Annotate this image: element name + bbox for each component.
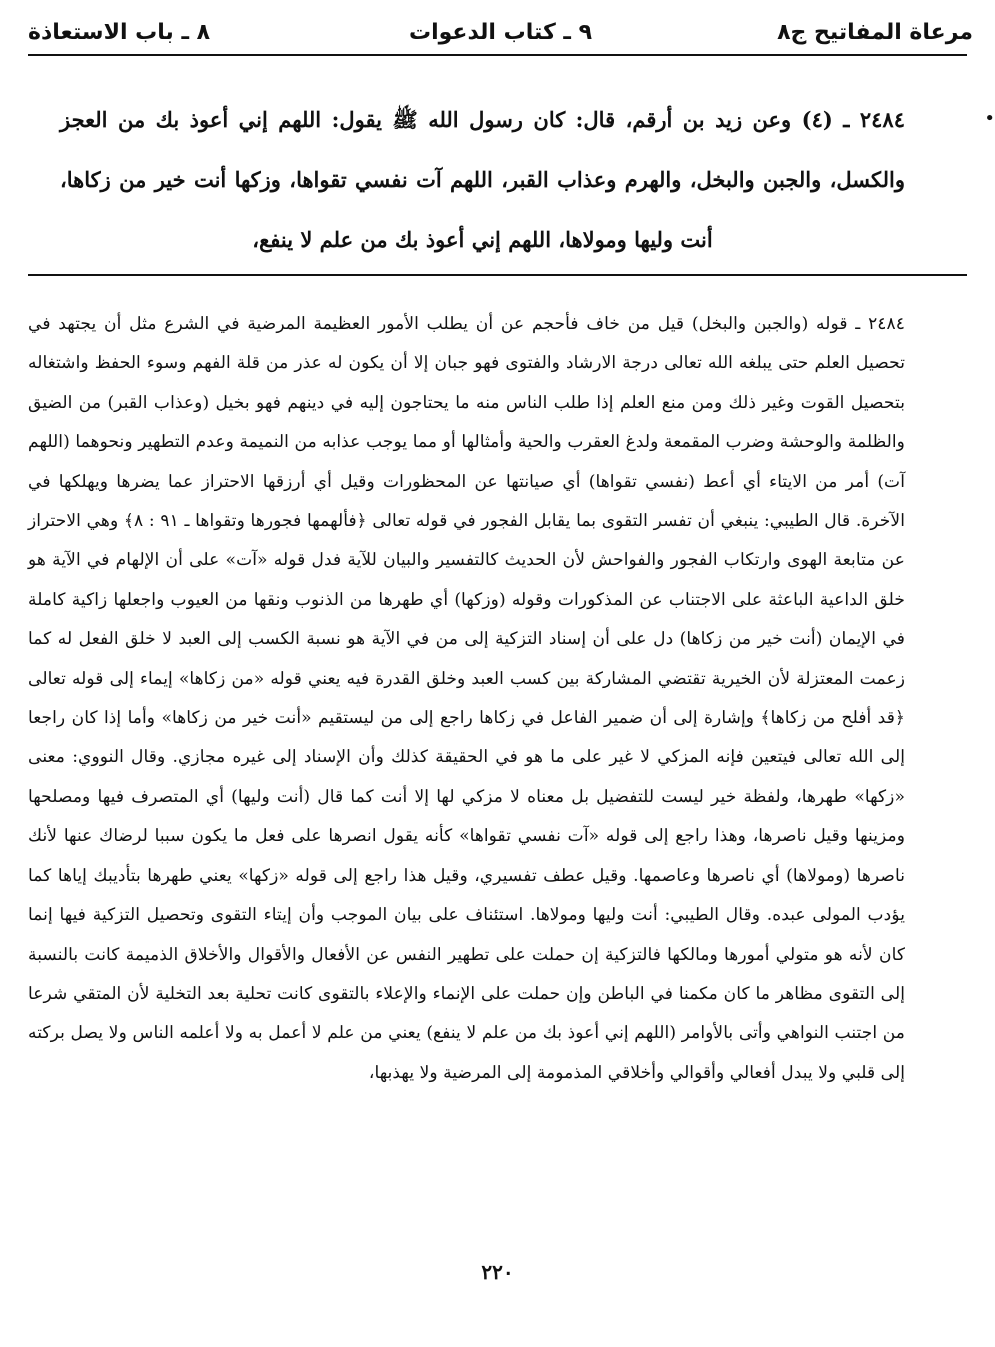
page-number: ٢٢٠: [481, 1260, 514, 1284]
commentary-text: [28, 305, 905, 1093]
section-divider: [28, 274, 967, 276]
commentary-paragraph: ٢٤٨٤ ـ قوله (والجبن والبخل) قيل من خاف فأحجم عن أن يطلب الأمور العظيمة المرضية في الشرع مثل أن يجتهد في تحصيل العلم حتى يبلغه الله تعالى درجة الارشاد والفتوى فهو جبان إلا أن يكون له عذر من قلة الفهم وسوء الحفظ واشتغاله بتحصيل القوت وغير ذلك ومن منع العلم إذا طلب الناس منه ما يحتاجون إليه في دينهم فهو بخيل (وعذاب القبر) من الضيق والظلمة والوحشة وضرب المقمعة ولدغ العقرب والحية وأمثالها أو مما يوجب عذابه من النميمة وعدم التطهير ونحوهما (اللهم آت) أمر من الايتاء أي أعط (نفسي تقواها) أي صيانتها عن المحظورات وقيل أي أرزقها الاحتراز عما يضرها ويهلكها في الآخرة. قال الطيبي: ينبغي أن تفسر التقوى بما يقابل الفجور في قوله تعالى ﴿فألهمها فجورها وتقواها ـ ٩١ : ٨﴾ وهي الاحتراز عن متابعة الهوى وارتكاب الفجور والفواحش لأن الحديث كالتفسير والبيان للآية فدل قوله «آت» على أن الإلهام في الآية هو خلق الداعية الباعثة على الاجتناب عن المذكورات وقوله (وزكها) أي طهرها من الذنوب ونقها من العيوب واجعلها زاكية كاملة في الإيمان (أنت خير من زكاها) دل على أن إسناد التزكية إلى من في الآية هو نسبة الكسب إلى العبد لا خلق الفعل له كما زعمت المعتزلة لأن الخيرية تقتضي المشاركة بين كسب العبد وخلق القدرة فيه يعني قوله «من زكاها» إيماء إلى قوله تعالى ﴿قد أفلح من زكاها﴾ وإشارة إلى أن ضمير الفاعل في زكاها راجع إلى من ليستقيم «أنت خير من زكاها» وأما إذا كان راجعا إلى الله تعالى فيتعين فإنه المزكي لا غير على ما هو في الحقيقة كذلك وأن الإسناد إلى غيره مجازي. وقال النووي: معنى «زكها» طهرها، ولفظة خير ليست للتفضيل بل معناه لا مزكي لها إلا أنت كما قال (أنت وليها) أي المتصرف فيها ومصلحها ومزينها وقيل ناصرها، وهذا راجع إلى قوله «آت نفسي تقواها» كأنه يقول انصرها على فعل ما يكون سببا لرضاك عنها لأنك ناصرها (ومولاها) أي ناصرها وعاصمها. وقيل عطف تفسيري، وقيل هذا راجع إلى قوله «زكها» يعني طهرها بتأديبك إياها كما يؤدب المولى عبده. وقال الطيبي: أنت وليها ومولاها. استئناف على بيان الموجب وأن إيتاء التقوى وتحصيل التزكية فيها إنما كان لأنه هو متولي أمورها ومالكها فالتزكية إن حملت على تطهير النفس عن الأفعال والأقوال والأخلاق الذميمة كانت بالنسبة إلى التقوى مظاهر ما كان مكمنا في الباطن وإن حملت على الإنماء والإعلاء بالتقوى كانت تحلية بعد التخلية لأن المتقي شرعا من اجتنب النواهي وأتى بالأوامر (اللهم إني أعوذ بك من علم لا ينفع) يعني من علم لا أعمل به ولا أعلمه الناس ولا يصل بركته إلى قلبي ولا يبدل أفعالي وأقوالي وأخلاقي المذمومة إلى المرضية ولا يهذبها،: [28, 314, 905, 1083]
running-header: [28, 14, 973, 50]
margin-mark: •: [984, 108, 995, 129]
header-section-title: ٨ ـ باب الاستعاذة: [28, 19, 211, 45]
header-chapter-title: ٩ ـ كتاب الدعوات: [408, 19, 593, 45]
header-book-title: مرعاة المفاتيح ج٨: [777, 19, 973, 45]
header-rule: [28, 54, 967, 56]
hadith-text: ٢٤٨٤ ـ (٤) وعن زيد بن أرقم، قال: كان رسول الله ﷺ يقول: اللهم إني أعوذ بك من العجز والكسل، والجبن والبخل، والهرم وعذاب القبر، اللهم آت نفسي تقواها، وزكها أنت خير من زكاها، أنت وليها ومولاها، اللهم إني أعوذ بك من علم لا ينفع،: [60, 107, 905, 252]
